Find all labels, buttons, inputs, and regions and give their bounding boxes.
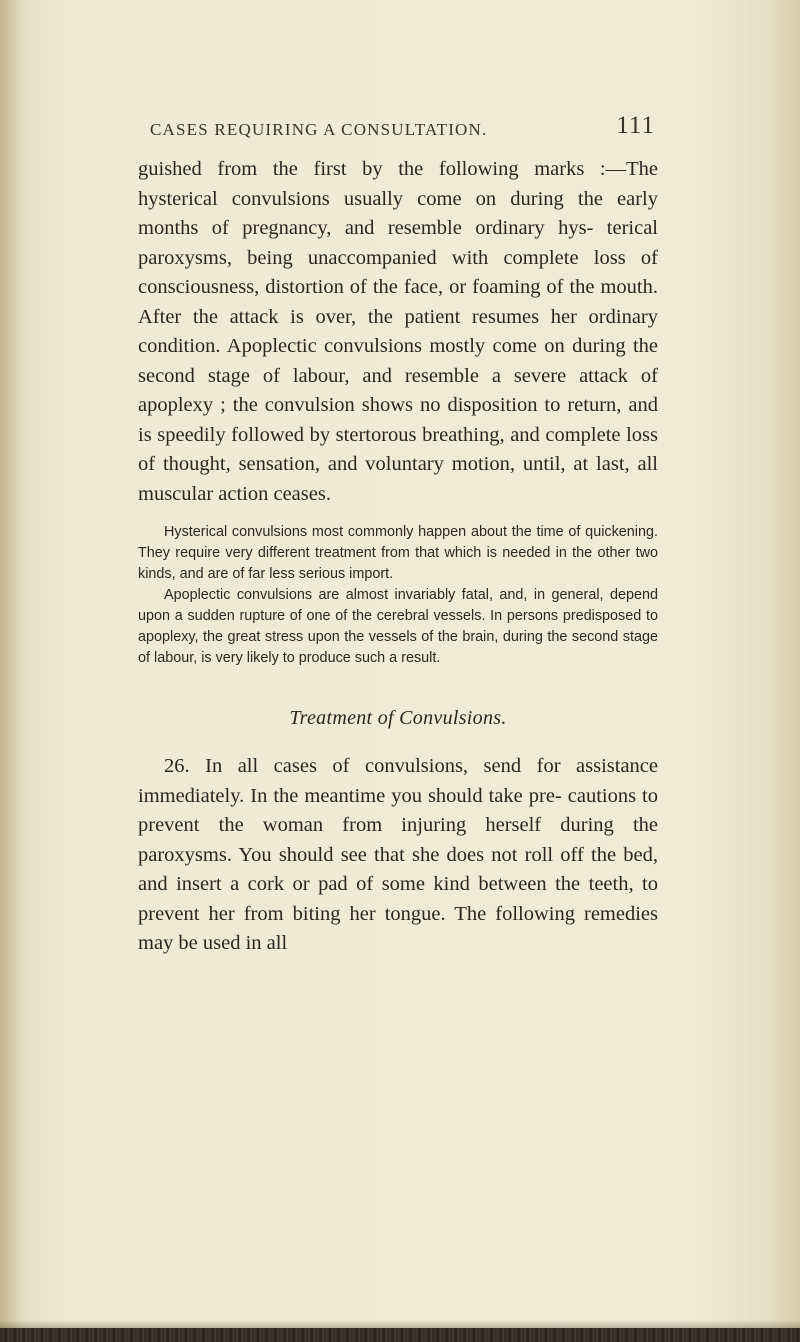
note-apoplectic: Apoplectic convulsions are almost invariably fatal, and, in general, depend upon a sudden rupture of one of the cerebral vessels. In persons predisposed to apoplexy, the great stress upon the vessels of the brain, during the second stage of labour, is very likely to produce such a result.: [138, 587, 658, 666]
page-number: 111: [616, 112, 655, 139]
page-bottom-shadow: [0, 1320, 800, 1328]
running-head: CASES REQUIRING A CONSULTATION.: [150, 120, 488, 139]
page-bottom-edge: [0, 1328, 800, 1342]
section-paragraph: 26. In all cases of convulsions, send for assistance immediately. In the meantime you should take pre- cautions to prevent the woman from injuring herself during the paroxysms. You should see that she does not roll off the bed, and insert a cork or pad of some kind between the teeth, to prevent her from biting her tongue. The following remedies may be used in all: [138, 755, 658, 954]
continued-paragraph: guished from the first by the following marks :—The hysterical convulsions usually come on during the early months of pregnancy, and resemble ordinary hys- terical paroxysms, being unaccompanied with complete loss of consciousness, distortion of the face, or foaming of the mouth. After the attack is over, the patient resumes her ordinary condition. Apoplectic convulsions mostly come on during the second stage of labour, and resemble a severe attack of apoplexy ; the convulsion shows no disposition to return, and is speedily followed by stertorous breathing, and complete loss of thought, sensation, and voluntary motion, until, at last, all muscular action ceases.: [138, 158, 658, 505]
note-hysterical: Hysterical convulsions most commonly happen about the time of quickening. They require very different treatment from that which is needed in the other two kinds, and are of far less serious import.: [138, 524, 658, 582]
body-text: [138, 155, 658, 959]
section-title: Treatment of Convulsions.: [289, 707, 507, 729]
spine-shadow: [0, 0, 22, 1342]
small-print-notes: [138, 522, 658, 669]
page-header: [150, 112, 655, 146]
